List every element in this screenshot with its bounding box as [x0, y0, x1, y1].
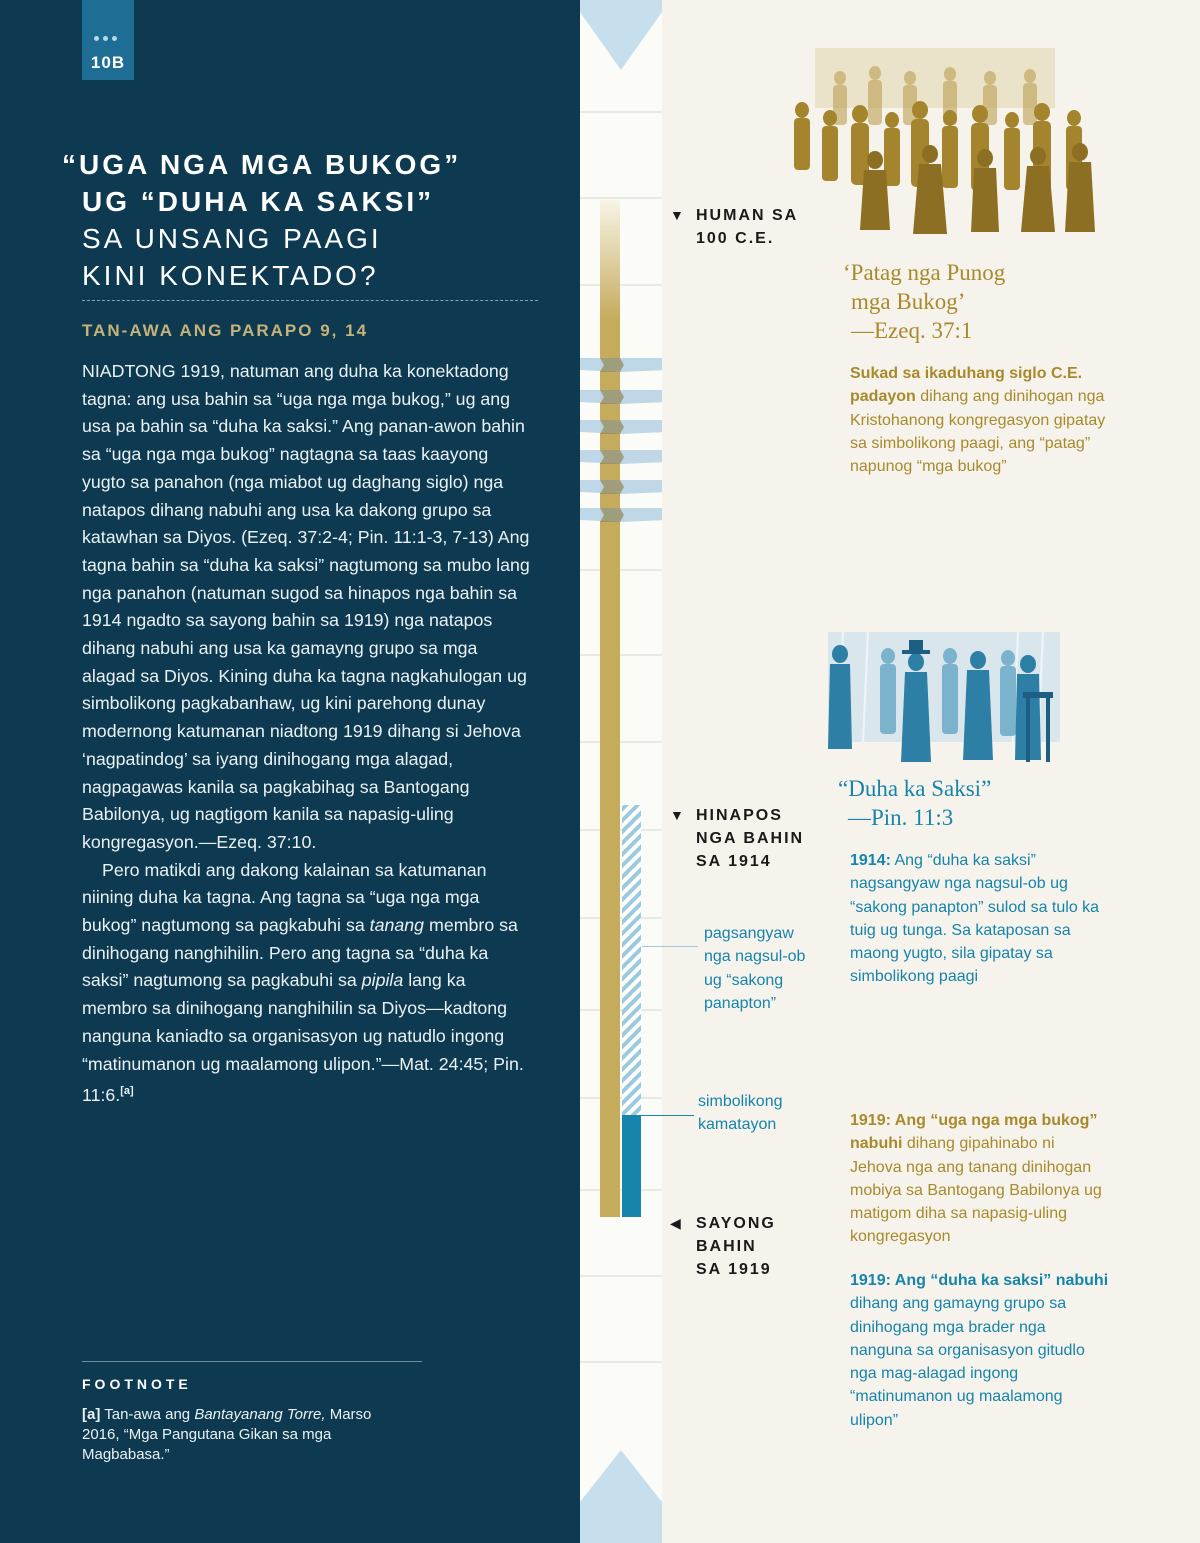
- triangle-down-icon: ▼: [670, 207, 686, 223]
- page-title: [62, 146, 461, 294]
- tab-label: 10B: [90, 53, 126, 72]
- death-label: simbolikong kamatayon: [698, 1093, 783, 1134]
- crowd-illustration-gold: [780, 48, 1100, 238]
- bones-heading: ‘Patag nga Punog mga Bukog’ —Ezeq. 37:1: [843, 260, 1006, 343]
- witnesses-illustration-blue: [828, 632, 1068, 772]
- triangle-down-icon: ▼: [670, 807, 686, 823]
- footnote-text: [a] Tan-awa ang Bantayanang Torre, Marso 2016, “Mga Pangutana Gikan sa mga Magbabasa.”: [82, 1406, 372, 1463]
- timeline-strip: [580, 0, 662, 1543]
- bones-1919-description: 1919: Ang “uga nga mga bukog” nabuhi dihang gipahinabo ni Jehova nga ang tanang dinihogan mobiya sa Bantogang Babilonya ug matigom diha sa napasig-uling kongregasyon: [850, 1112, 1102, 1246]
- preaching-label: pagsangyaw nga nagsul-ob ug “sakong panapton”: [704, 925, 806, 1012]
- death-connector: [622, 1115, 694, 1116]
- title-line-3: SA UNSANG PAAGI: [82, 223, 382, 254]
- footnote-title: FOOTNOTE: [82, 1376, 192, 1392]
- paragraph-2: Pero matikdi ang dakong kalainan sa katumanan niining duha ka tagna. Ang tagna sa “uga nga mga bukog” nagtumong sa pagkabuhi sa tanang membro sa dinihogang nanghihilin. Pero ang tagna sa “duha ka saksi” nagtumong sa pagkabuhi sa pipila lang ka membro sa dinihogang nanghihilin sa Diyos—kadtong nanguna kaniadto sa organisasyon ug natudlo ingong “matinumanon ug maalamong ulipon.”—Mat. 24:45; Pin. 11:6.[a]: [82, 859, 524, 1106]
- article-body: [82, 358, 532, 1110]
- timeline-graphic: [580, 0, 662, 1543]
- paragraph-1: NIADTONG 1919, natuman ang duha ka konektadong tagna: ang usa bahin sa “uga nga mga bukog,” ug ang usa pa bahin sa “duha ka saksi.” Ang panan-awon bahin sa “uga nga mga bukog” nagtagna sa taas kaayong yugto sa panahon (nga miabot ug daghang siglo) nga natapos dihang nabuhi ang usa ka dakong grupo sa katawhan sa Diyos. (Ezeq. 37:2-4; Pin. 11:1-3, 7-13) Ang tagna bahin sa “duha ka saksi” nagtumong sa mubo lang nga panahon (natuman sugod sa hinapos nga bahin sa 1914 ngadto sa sayong bahin sa 1919) nga natapos dihang nabuhi ang usa ka gamayng grupo sa mga alagad sa Diyos. Kining duha ka tagna nagkahulogan ug simbolikong pagkabanhaw, ug kini parehong dunay modernong katumanan niadtong 1919 dihang si Jehova ‘nagpatindog’ sa iyang dinihogang mga alagad, nagpagawas kanila sa pagkabihag sa Bantogang Babilonya, ug nagtigom kanila sa napasig-uling kongregasyon.—Ezeq. 37:10.: [82, 361, 530, 852]
- marker-100-ce: ▼ HUMAN SA 100 C.E.: [670, 204, 798, 250]
- title-line-1: “UGA NGA MGA BUKOG”: [62, 149, 462, 180]
- page-tab: [82, 0, 134, 80]
- preaching-connector: [642, 946, 698, 947]
- chevron-top-icon: [580, 0, 662, 70]
- witness-1919-description: 1919: Ang “duha ka saksi” nabuhi dihang ang gamayng grupo sa dinihogang mga brader nga nanguna sa organisasyon gitudlo nga mag-alagad ingong “matinumanon ug maalamong ulipon”: [850, 1272, 1109, 1429]
- bones-description: Sukad sa ikaduhang siglo C.E. padayon dihang ang dinihogan nga Kristohanong kongregasyon gipatay sa simbolikong paagi, ang “patag” napunog “mga bukog”: [850, 365, 1106, 476]
- marker-1914: ▼ HINAPOS NGA BAHIN SA 1914: [670, 804, 804, 873]
- chevron-bottom-icon: [580, 1450, 662, 1543]
- footnote-divider: [82, 1361, 422, 1362]
- title-line-4: KINI KONEKTADO?: [82, 260, 379, 291]
- triangle-left-icon: ◀: [670, 1215, 683, 1231]
- paragraph-reference: TAN-AWA ANG PARAPO 9, 14: [82, 321, 369, 340]
- dots-icon: [94, 36, 117, 41]
- title-divider: [82, 300, 538, 301]
- article-panel: [0, 0, 580, 1543]
- title-line-2: UG “DUHA KA SAKSI”: [82, 186, 435, 217]
- marker-1919: ◀ SAYONG BAHIN SA 1919: [670, 1212, 776, 1281]
- witnesses-heading: “Duha ka Saksi” —Pin. 11:3: [838, 776, 992, 830]
- witnesses-description: 1914: Ang “duha ka saksi” nagsangyaw nga nagsul-ob ug “sakong panapton” sulod sa tulo ka tuig ug tunga. Sa kataposan sa maong yugto, sila gipatay sa simbolikong paagi: [850, 852, 1100, 986]
- footnote-ref-link[interactable]: [a]: [120, 1085, 134, 1098]
